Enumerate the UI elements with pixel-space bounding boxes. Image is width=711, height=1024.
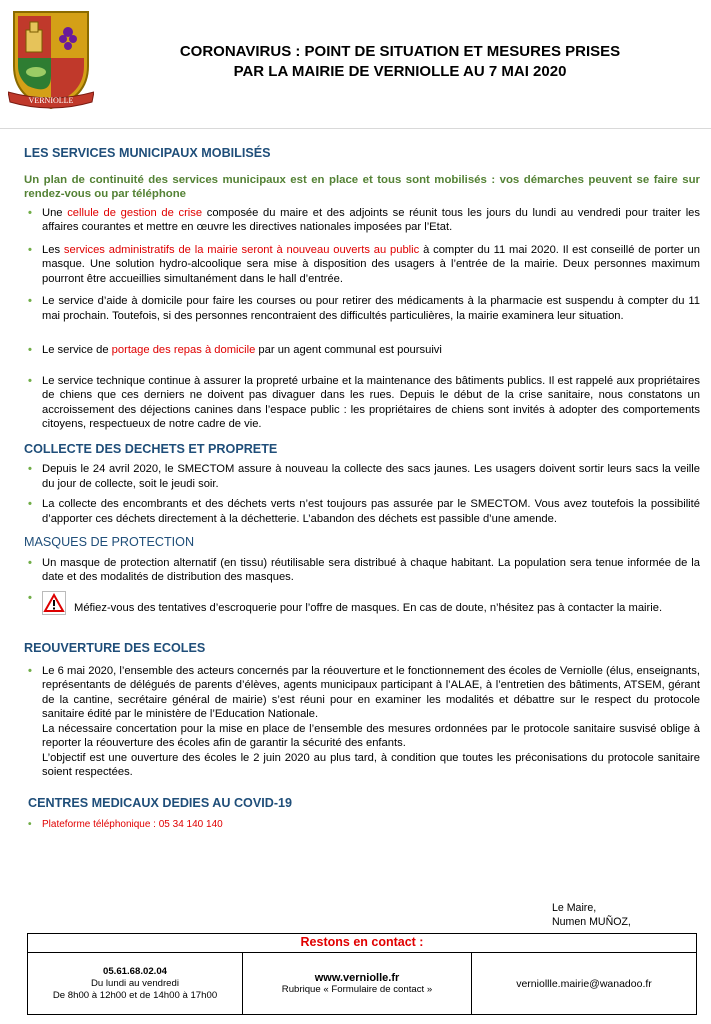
section-heading-services: LES SERVICES MUNICIPAUX MOBILISÉS bbox=[24, 146, 271, 160]
text: Le service technique continue à assurer la propreté urbaine et la maintenance des bâtiments publics. Il est rappelé aux propriétaires de chiens que ces derniers ne doivent pas divaguer dans les rues. Depuis le début de la crise sanitaire, nous constatons un accroissement des déjections canines dans l’espace public : les propriétaires de chiens sont invités à adopter des comportements citoyens, respectueux de notre cadre de vie. bbox=[42, 374, 700, 430]
masks-list bbox=[24, 556, 700, 616]
text: L’objectif est une ouverture des écoles le 2 juin 2020 au plus tard, à condition que toutes les préconisations du protocole sanitaire soient respectées. bbox=[42, 751, 700, 778]
list-item bbox=[24, 374, 700, 432]
list-item bbox=[24, 818, 700, 833]
text: La nécessaire concertation pour la mise en place de l’ensemble des mesures ordonnées par le protocole sanitaire susvisé oblige à reporter la réouverture des écoles afin de garantir la sécurité des enfants. bbox=[42, 722, 700, 749]
contact-columns bbox=[28, 953, 696, 1015]
main-content bbox=[24, 142, 700, 833]
website-section: Rubrique « Formulaire de contact » bbox=[281, 984, 433, 995]
verniolle-crest-logo bbox=[8, 6, 94, 112]
bullet-icon: • bbox=[28, 556, 32, 569]
section-heading-masks: MASQUES DE PROTECTION bbox=[24, 535, 195, 549]
list-item bbox=[24, 243, 700, 287]
text: Le service de bbox=[42, 344, 112, 356]
bullet-icon: • bbox=[28, 463, 32, 475]
text: par un agent communal est poursuivi bbox=[255, 344, 442, 356]
services-list bbox=[24, 206, 700, 432]
list-item bbox=[24, 462, 700, 491]
text: Une bbox=[42, 206, 68, 219]
waste-list bbox=[24, 462, 700, 526]
text: La collecte des encombrants et des déchets verts n’est toujours pas assurée par le SMECTOM. Vous avez toutefois la possibilité d’apporter ces déchets directement à la déchetterie. L’abandon des déchets est passible d’une amende. bbox=[42, 498, 700, 525]
schools-list bbox=[24, 664, 700, 780]
signature bbox=[552, 901, 631, 929]
section-heading-schools: REOUVERTURE DES ECOLES bbox=[24, 641, 206, 655]
section-heading-waste: COLLECTE DES DECHETS ET PROPRETE bbox=[24, 441, 278, 456]
list-item bbox=[24, 556, 700, 585]
highlight-text: portage des repas à domicile bbox=[111, 344, 256, 356]
office-hours: De 8h00 à 12h00 et de 14h00 à 17h00 bbox=[52, 990, 218, 1001]
phone-number[interactable]: 05.61.68.02.04 bbox=[102, 966, 168, 977]
text: à compter du 11 mai 2020. Il est conseillé de porter un masque. Une solution hydro-alcoolique sera mise à disposition des usagers à l’entrée de la mairie. Deux personnes maximum pourront être accueillies simultanément dans le hall d’entrée. bbox=[42, 243, 700, 285]
office-days: Du lundi au vendredi bbox=[90, 978, 179, 989]
text: Le 6 mai 2020, l’ensemble des acteurs concernés par la réouverture et le fonctionnement des écoles de Verniolle (élus, enseignants, représentants de délégués de parents d’élèves, agents municipaux participant à l’ALAE, à l’entretien des bâtiments, ATSEM, gérant de la cantine, secrétaire général de mairie) s’est réuni pour en examiner les modalités et débattre sur le respect du protocole sanitaire édité par le ministère de l’Education Nationale. bbox=[42, 664, 700, 720]
list-item bbox=[24, 294, 700, 323]
list-item bbox=[24, 591, 700, 616]
list-item bbox=[24, 343, 700, 358]
bullet-icon: • bbox=[28, 498, 32, 510]
contact-box bbox=[27, 933, 697, 1015]
text: Le service d’aide à domicile pour faire les courses ou pour retirer des médicaments à la pharmacie est suspendu à compter du 11 mai prochain. Toutefois, si des personnes rencontraient des difficultés particulières, la mairie examinera leur situation. bbox=[42, 295, 700, 322]
bullet-icon: • bbox=[28, 374, 32, 387]
page-title bbox=[100, 42, 700, 82]
bullet-icon: • bbox=[28, 819, 32, 830]
email-link[interactable]: verniollle.mairie@wanadoo.fr bbox=[516, 978, 652, 990]
title-line-2: PAR LA MAIRIE DE VERNIOLLE AU 7 MAI 2020 bbox=[233, 63, 567, 80]
text: Méfiez-vous des tentatives d’escroquerie pour l’offre de masques. En cas de doute, n’hésitez pas à contacter la mairie. bbox=[74, 601, 663, 614]
signature-role: Le Maire, bbox=[552, 902, 597, 914]
services-lead: Un plan de continuité des services municipaux est en place et tous sont mobilisés : vos démarches peuvent se faire sur rendez-vous ou par téléphone bbox=[24, 173, 700, 200]
contact-email-column bbox=[471, 953, 696, 1015]
bullet-icon: • bbox=[28, 664, 32, 677]
highlight-text: cellule de gestion de crise bbox=[67, 206, 203, 219]
bullet-icon: • bbox=[28, 206, 32, 219]
bullet-icon: • bbox=[28, 344, 32, 356]
header-divider bbox=[0, 128, 711, 129]
list-item bbox=[24, 497, 700, 526]
warning-icon bbox=[42, 591, 66, 615]
text: composée du maire et des adjoints se réunit tous les jours du lundi au vendredi pour traiter les affaires courantes et mettre en œuvre les directives nationales imposées par l’Etat. bbox=[42, 206, 701, 233]
bullet-icon: • bbox=[28, 243, 32, 256]
bullet-icon: • bbox=[28, 295, 32, 307]
text: Un masque de protection alternatif (en tissu) réutilisable sera distribué à chaque habitant. La population sera tenue informée de la date et des modalités de distribution des masques. bbox=[42, 556, 700, 583]
section-heading-medical: CENTRES MEDICAUX DEDIES AU COVID-19 bbox=[28, 795, 293, 810]
title-line-1: CORONAVIRUS : POINT DE SITUATION ET MESURES PRISES bbox=[179, 43, 621, 60]
list-item bbox=[24, 664, 700, 780]
website-link[interactable]: www.verniolle.fr bbox=[314, 972, 400, 984]
signature-name: Numen MUÑOZ, bbox=[552, 916, 631, 928]
contact-web-column bbox=[242, 953, 471, 1015]
phone-platform: Plateforme téléphonique : 05 34 140 140 bbox=[42, 819, 223, 830]
contact-phone-column bbox=[28, 953, 242, 1015]
medical-list bbox=[24, 818, 700, 833]
bullet-icon: • bbox=[28, 591, 32, 604]
highlight-text: services administratifs de la mairie seront à nouveau ouverts au public bbox=[63, 243, 420, 256]
text: Les bbox=[42, 243, 64, 256]
crest-label: VERNIOLLE bbox=[28, 96, 74, 105]
contact-heading: Restons en contact : bbox=[28, 934, 696, 953]
text: Depuis le 24 avril 2020, le SMECTOM assure à nouveau la collecte des sacs jaunes. Les usagers doivent sortir leurs sacs la veille du jour de collecte, soit le jeudi soir. bbox=[42, 463, 700, 490]
list-item bbox=[24, 206, 700, 235]
